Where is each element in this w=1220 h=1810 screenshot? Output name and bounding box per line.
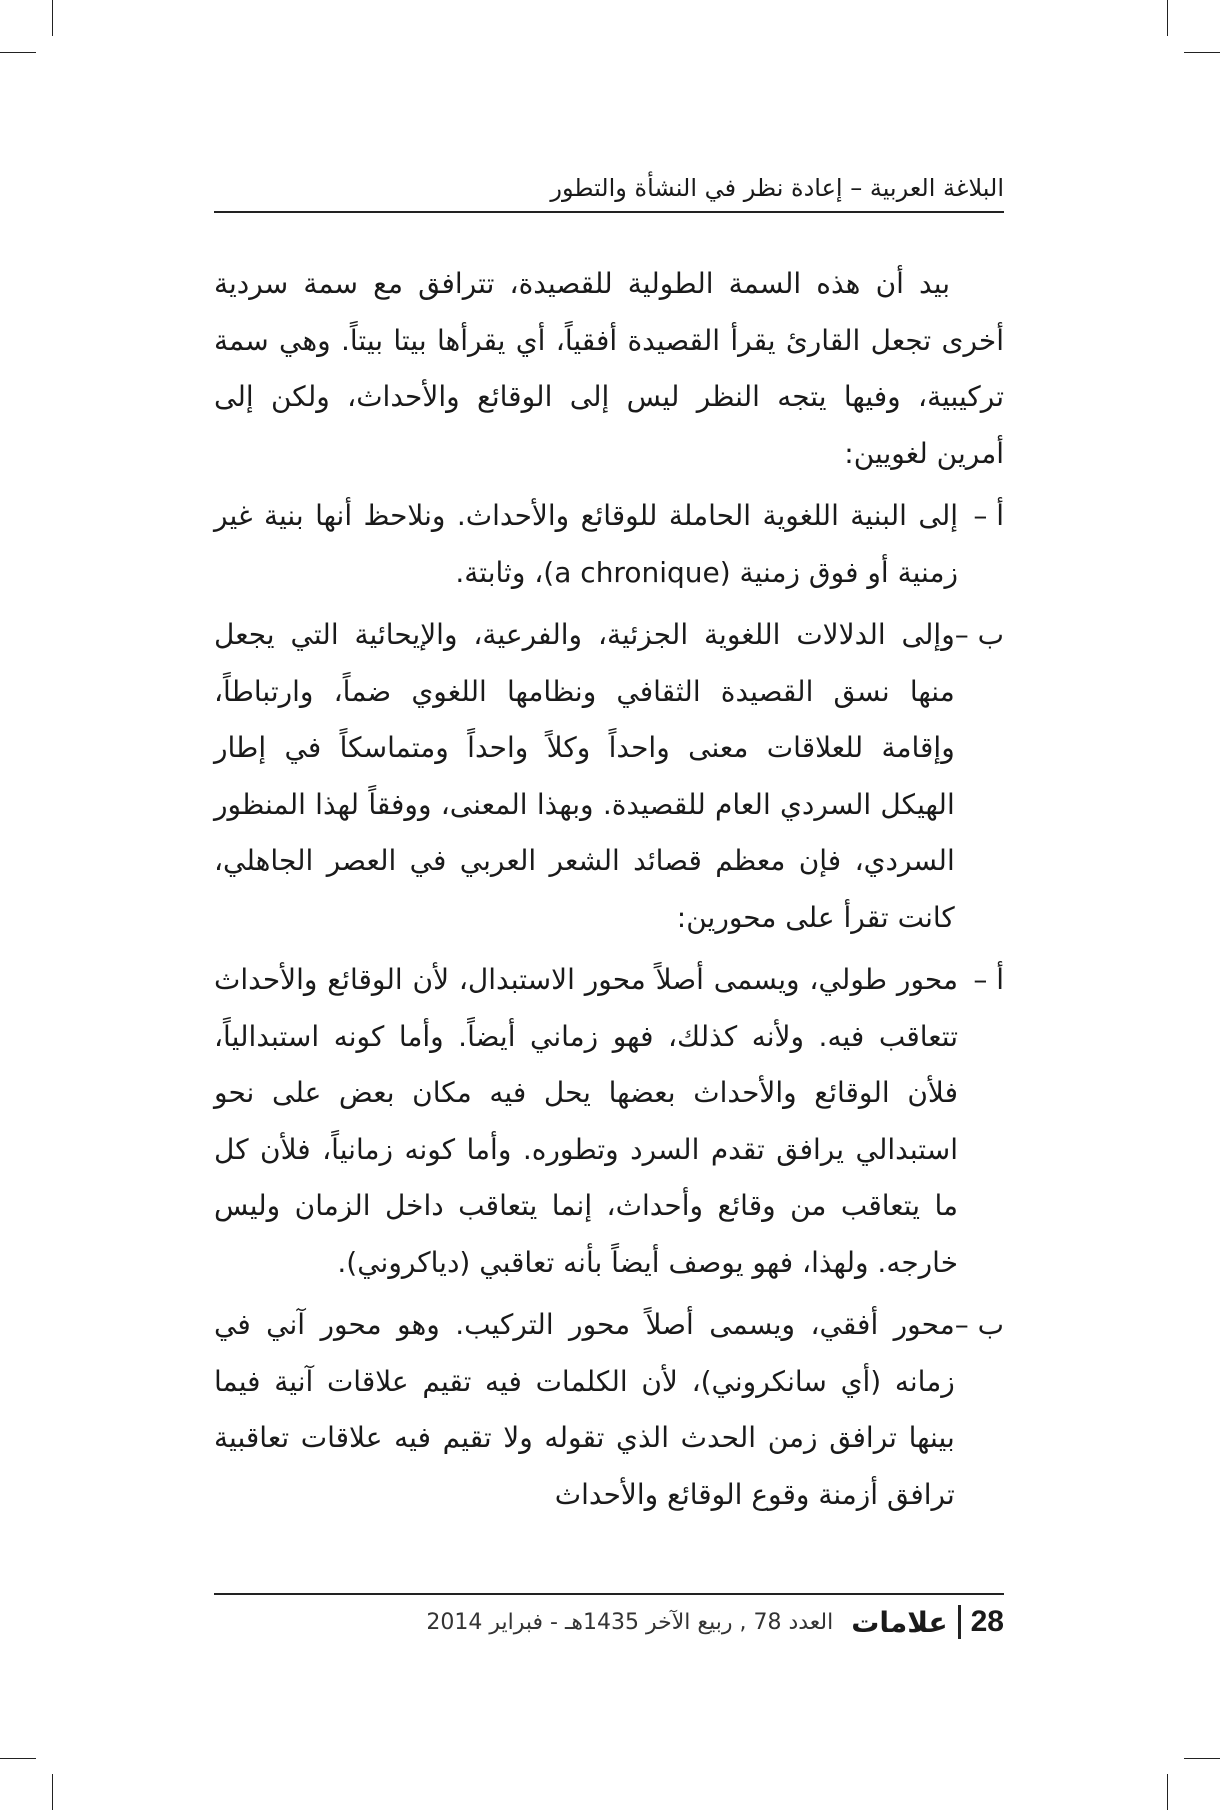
list-item-marker: أ –: [973, 499, 1004, 532]
page-footer: [214, 1600, 1004, 1644]
crop-mark: [52, 1774, 53, 1810]
list-item-marker: ب –: [954, 1308, 1004, 1341]
footer-rule: [214, 1593, 1004, 1595]
list-item: [214, 1297, 1004, 1523]
issue-info: العدد 78 , ربيع الآخر 1435هـ - فبراير 2014: [426, 1609, 834, 1635]
journal-name: علامات: [851, 1605, 948, 1639]
crop-mark: [52, 0, 53, 36]
list-item-text: محور طولي، ويسمى أصلاً محور الاستبدال، لأن الوقائع والأحداث تتعاقب فيه. ولأنه كذلك، فهو زماني أيضاً. وأما كونه استبدالياً، فلأن الوقائع والأحداث بعضها يحل فيه مكان بعض على نحو استبدالي يرافق تقدم السرد وتطوره. وأما كونه زمانياً، فلأن كل ما يتعاقب من وقائع وأحداث، إنما يتعاقب داخل الزمان وليس خارجه. ولهذا، فهو يوصف أيضاً بأنه تعاقبي (دياكروني).: [214, 963, 958, 1279]
crop-mark: [1184, 1758, 1220, 1759]
list-item-text: وإلى الدلالات اللغوية الجزئية، والفرعية، والإيحائية التي يجعل منها نسق القصيدة الثقافي ونظامها اللغوي ضماً، وارتباطاً، وإقامة للعلاقات معنى واحداً وكلاً واحداً ومتماسكاً في إطار الهيكل السردي العام للقصيدة. وبهذا المعنى، ووفقاً لهذا المنظور السردي، فإن معظم قصائد الشعر العربي في العصر الجاهلي، كانت تقرأ على محورين:: [214, 618, 955, 934]
list-item-marker: أ –: [973, 963, 1004, 996]
page-number: 28: [970, 1605, 1004, 1638]
list-item: [214, 607, 1004, 946]
crop-mark: [1184, 52, 1220, 53]
list-item: [214, 488, 1004, 601]
crop-mark: [0, 1758, 36, 1759]
list-item-text: محور أفقي، ويسمى أصلاً محور التركيب. وهو محور آني في زمانه (أي سانكروني)، لأن الكلمات فيه تقيم علاقات آنية فيما بينها ترافق زمن الحدث الذي تقوله ولا تقيم فيه علاقات تعاقبية ترافق أزمنة وقوع الوقائع والأحداث: [214, 1308, 955, 1511]
intro-paragraph: بيد أن هذه السمة الطولية للقصيدة، تترافق مع سمة سردية أخرى تجعل القارئ يقرأ القصيدة أفقياً، أي يقرأها بيتا بيتاً. وهي سمة تركيبية، وفيها يتجه النظر ليس إلى الوقائع والأحداث، ولكن إلى أمرين لغويين:: [214, 267, 1004, 470]
list-item-marker: ب –: [954, 618, 1004, 651]
crop-mark: [1167, 1774, 1168, 1810]
running-header: البلاغة العربية – إعادة نظر في النشأة والتطور: [550, 174, 1004, 202]
list-item-text: إلى البنية اللغوية الحاملة للوقائع والأحداث. ونلاحظ أنها بنية غير زمنية أو فوق زمنية (a chronique)، وثابتة.: [214, 499, 958, 589]
footer-divider: [958, 1605, 961, 1639]
list-item: [214, 952, 1004, 1291]
header-rule: [214, 211, 1004, 213]
article-body: [214, 256, 1004, 1523]
crop-mark: [1167, 0, 1168, 36]
crop-mark: [0, 52, 36, 53]
